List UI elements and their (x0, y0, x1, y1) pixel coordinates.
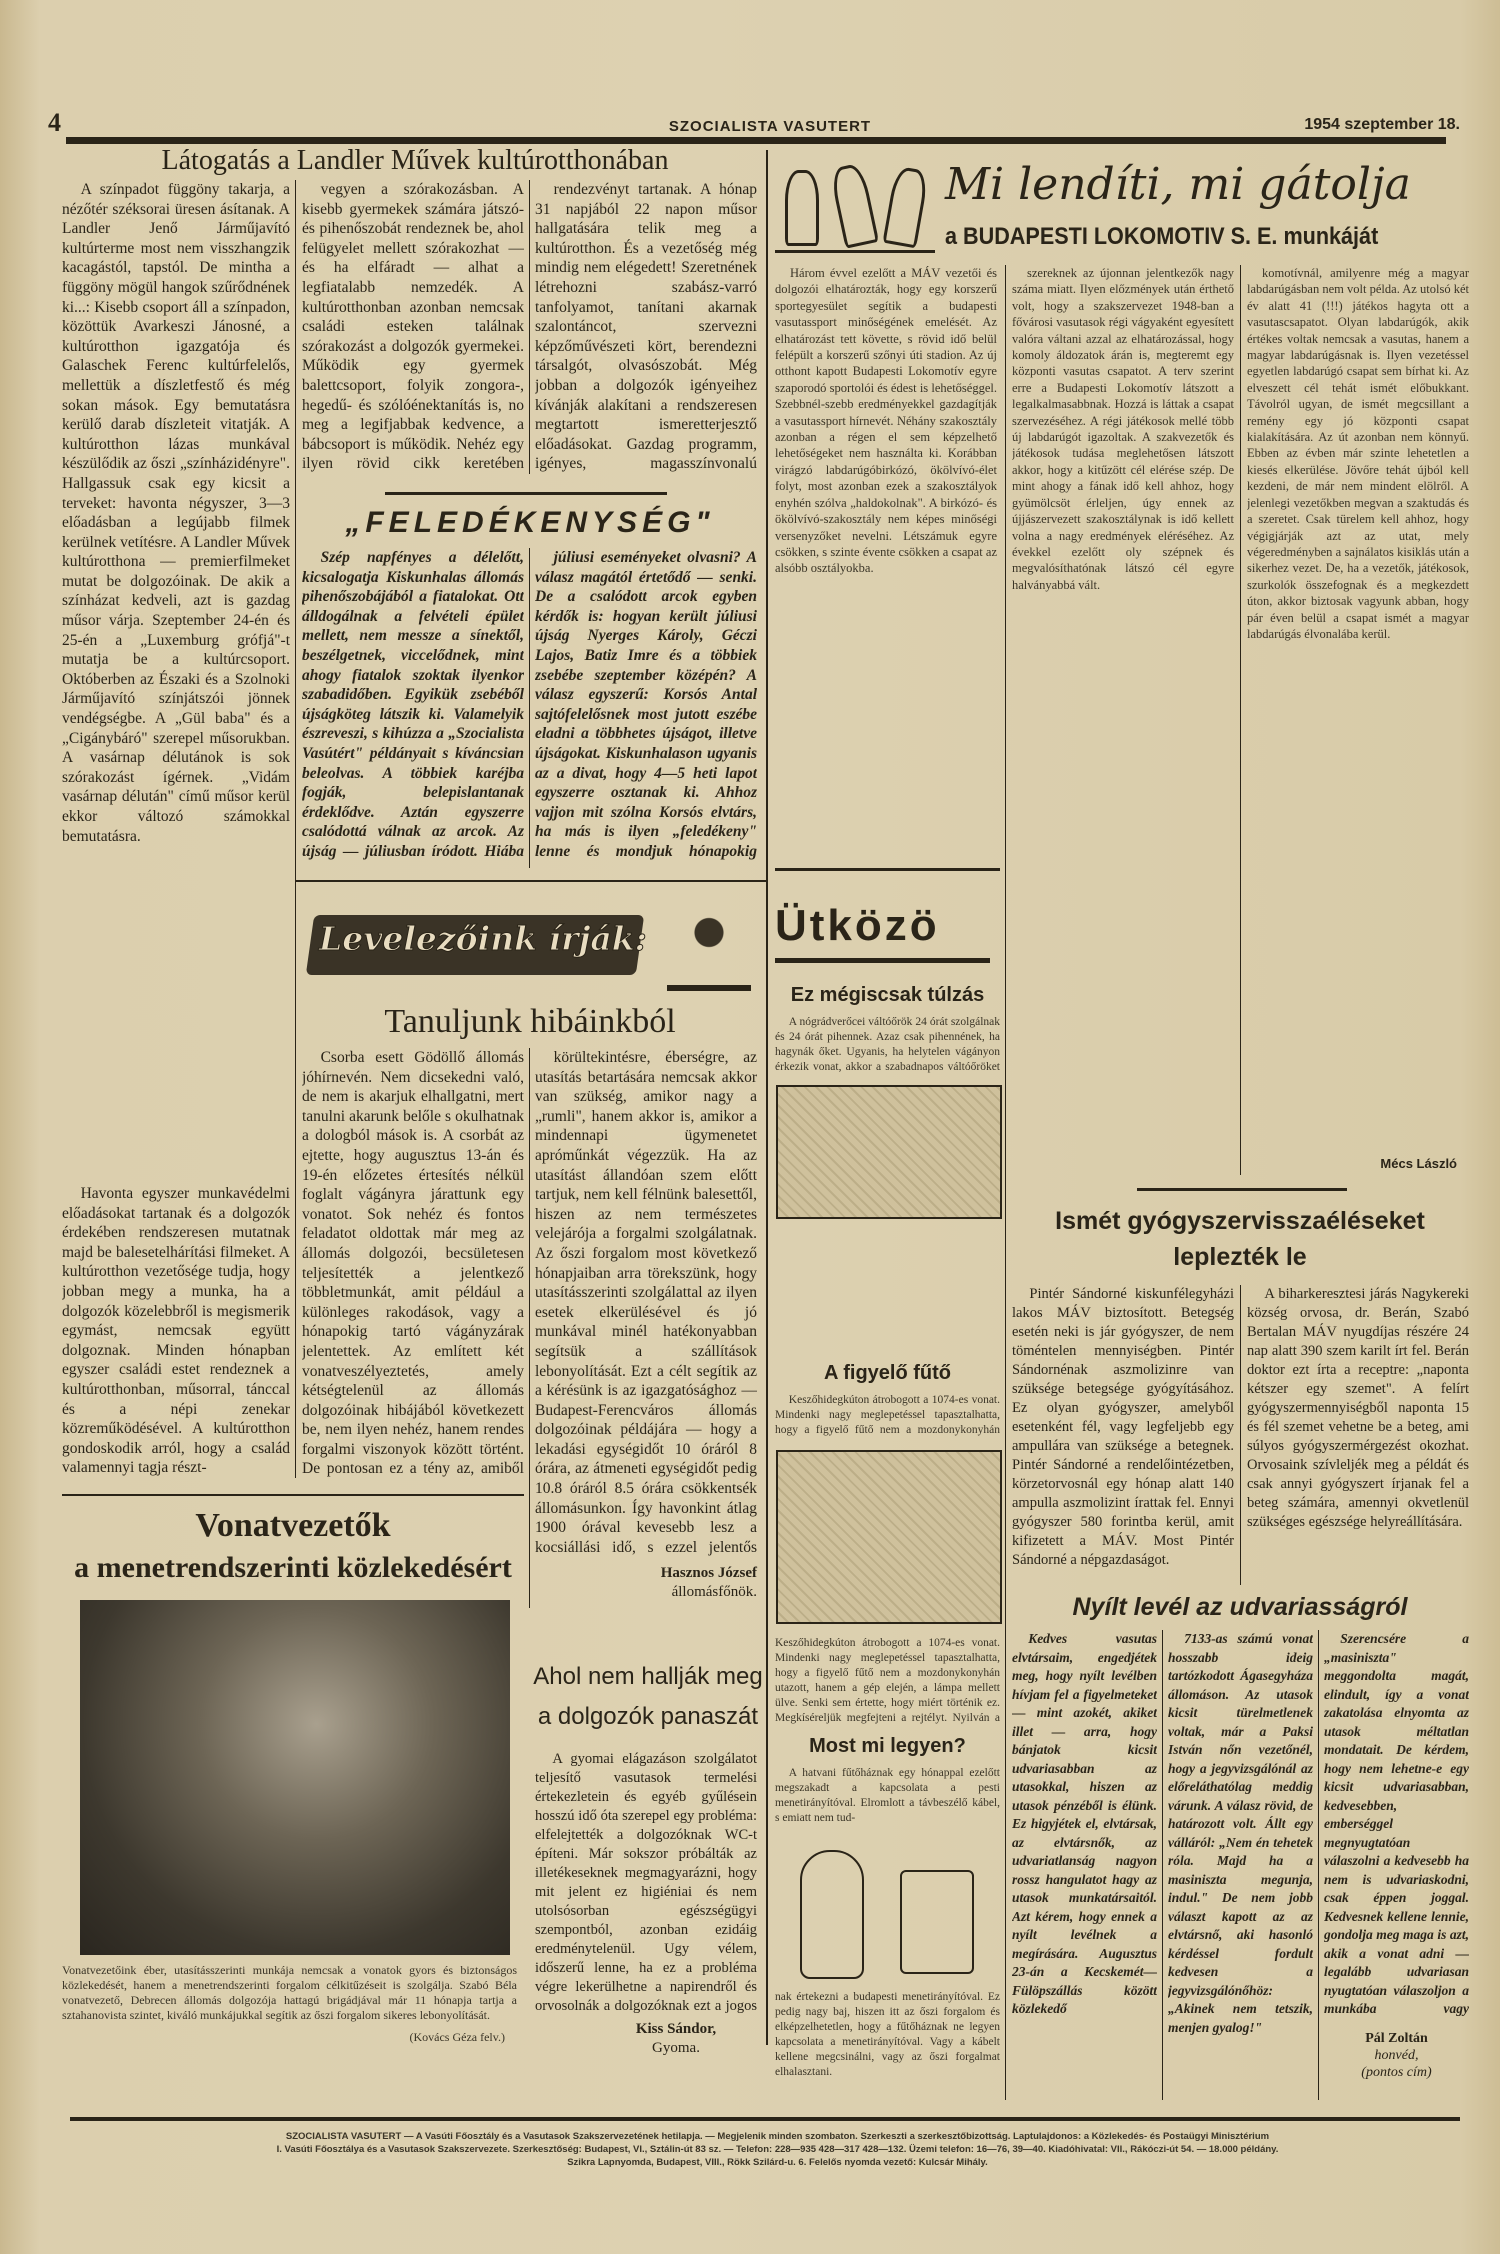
athlete-figure (882, 166, 929, 249)
cartoon-telephone (790, 1840, 990, 1980)
landler-col3-text: rendezvényt tartanak. A hónap 31 napjából 22 napon műsor hallgatására telik meg a kultúrotthon. És a vezetőség még mindig nem elégedett! Szeretnének létrehozni szabász-varró tanfolyamot, tanítani akarnak szalontáncot, szervezni képzőművészeti kört, berendezni társalgót, olvasószobát. Még jobban a dolgozók igényeihez kívánják alakítani a rendszeresen megtartott ismeretterjesztő előadásokat. Gazdag programm, igényes, magasszínvonalú (535, 181, 757, 473)
utkozo-banner (775, 900, 1000, 975)
tanuljunk-col1-text: Csorba esett Gödöllő állomás jóhírnevén. Nem dicsekedni való, de nem is akarjuk elhallgatni, mert tanulni akarunk belőle s okulhatnak a dologból mások is. A csorbát az ejtette, hogy augusztus 13-án és 19-én előzetes értesítés nélkül foglalt vágányra járattunk egy vonatot. Sok nehéz és fontos feladatot oldottak már meg az állomás dolgozói, becsületesen teljesítették a jelentkező többletmunkát, amit például a különleges rakodások, vagy a hónapokig tartó vágányzárak jelentettek. Az említett két vonatveszélyeztetés, amely kétségtelenül az állomás dolgozóinak hibájából következett be, nem ilyen nehéz, hanem rendes forgalmi viszonyok között történt. De pontosan ez a tény az, amiből (302, 1049, 524, 1478)
photo-caption (62, 1963, 517, 2025)
signature-name: Pál Zoltán (1365, 2031, 1428, 2046)
divider (1240, 265, 1241, 1175)
divider (295, 180, 296, 1478)
colophon-line-3: Szikra Lapnyomda, Budapest, VIII., Rökk Szilárd-u. 6. Felelős nyomda vezető: Kulcsár Mihály. (567, 2157, 988, 2168)
levelezoink-banner (305, 905, 755, 1000)
wavy-divider (62, 1494, 524, 1496)
colophon-line-2: I. Vasúti Főosztálya és a Vasutasok Szakszervezete. Szerkesztőség: Budapest, VI., Sztálin-út 83 sz. — Telefon: 228—935 428—317 428—132. Üzemi telefon: 16—76, 39—40. Kiadóhivatal: VII., Rákóczi-út 54. — 18.000 példány. (276, 2144, 1279, 2155)
athlete-figure (829, 162, 879, 248)
tanuljunk-col2-text: körültekintésre, éberségre, az utasítás betartására nemcsak akkor van szükség, amikor nagy a „rumli", hanem akkor is, amikor a mindennapi ügymenetet apróműnkát végezzük. Ha az utasítást állandóan szem előtt tartjuk, nem kell félnünk balesettől, hiszen az nem természetes velejárója a forgalmi szolgálatnak. Az őszi forgalom most következő hónapjaiban arra törekszünk, hogy utasításszerinti szolgálattal az ilyen esetek elkerülésével és jó munkával minél hatékonyabban segítsük a szállítások lebonyolítását. Ezt a célt segítik az a kérésünk is az igazgatósághoz — Budapest-Ferencváros állomás dolgozóinak példájára — hogy a lekadási egységidőt 10 óráról 8 órára, az átmeneti egységidőt pedig 10.8 óráról 8.5 órára csökkentsék állomásunkon. Így havonkint átlag 1900 órával kevesebb lesz a kocsiállási idő, s ezzel jelentős (535, 1049, 757, 1556)
signature-title: állomásfőnök. (671, 1584, 757, 1600)
divider (1162, 1630, 1163, 2100)
ahol-body-text: A gyomai elágazáson szolgálatot teljesítő vasutasok termelési értekezletein és egyéb gyűlésein hosszú idő óta szerepel egy probléma: elfelejtették a dolgozóknak WC-t építeni. Már sokszor próbálták az illetékeseknek megmagyarázni, hogy mit jelent ez higiéniai és nem utolsósorban egészségügyi szempontból, azonban ezidáig eredménytelenül. Ugy vélem, időszerű lenne, ha ez a probléma végre lekerülhetne a napirendről és orvosolnák a dolgozóknak ezt a jogos (535, 1751, 757, 2014)
banner-title: Levelezőink írják: (319, 919, 647, 958)
athletes-illustration (775, 160, 935, 253)
cartoon-locomotive (776, 1450, 1002, 1624)
lokomotiv-col2 (1012, 265, 1234, 1167)
feledekenyseg-col2 (535, 548, 757, 862)
divider (1318, 1630, 1319, 2100)
footer-rule (70, 2117, 1460, 2121)
writer-illustration (667, 910, 751, 991)
ahol-body (535, 1750, 757, 2016)
lokomotiv-col3-text: komotívnál, amilyenre még a magyar labdarúgásban nem volt példa. Az utolsó két év alatt 41 (!!!) játékos hagyta ott a vasutascsapatot. Olyan labdarúgók, akik értékes voltak nemcsak a vasutas, hanem a magyar labdarúgásnak is. Ilyen vezetéssel egyetlen labdarúgó csapat sem bírhat ki. Az elveszett cél tehát ismét előbukkant. Távolról ugyan, de ismét megcsillant a remény egy jó központi csapat kialakítására. Az út azonban nem könnyű. Ebben az évben már szinte lehetetlen a kiesés elkerülése. Jövőre tehát újból kell kezdeni, de már nem mindent elölről. A jelenlegi vezetőkben megvan a szaktudás és a szeretet. Csak türelem kell ahhoz, hogy végigjárják azt az utat, mely végeredményben a sajnálatos kisiklás után a sikerhez vezet. De, ha a vezetők, játékosok, szurkolók összefognak és a megkezdett úton, akkor biztosak vagyunk abban, hogy pár éven belül a csapat ismét a magyar labdarúgás élvonalába kerül. (1247, 266, 1469, 641)
signature-place: Gyoma. (652, 2040, 700, 2056)
divider (529, 180, 530, 474)
landler-col3 (535, 180, 757, 474)
utkozo-body-3a-text: A hatvani fűtőháznak egy hónappal ezelőtt megszakadt a kapcsolata a pesti menetirányítóval. Elromlott a távbeszélő kábel, s emiatt nem tud- (775, 1767, 1000, 1824)
gyogyszer-col2 (1247, 1285, 1469, 1570)
telephone-icon (900, 1870, 974, 1974)
caption-text: Vonatvezetőink éber, utasításszerinti munkája nemcsak a vonatok gyors és biztonságos közlekedését, hanem a menetrendszerinti forgalom célkitűzéseit is szolgálja. Szabó Béla vonatvezető, Debrecen állomás dolgozója hattagú brigádjával már 11 hónapja tartja a sztahanovista szintet, kiváló munkájukkal segítik az őszi forgalom sikeres lebonyolítását. (62, 1963, 517, 2022)
colophon (95, 2130, 1460, 2169)
utkozo-body-2-text: Keszőhidegkúton átrobogott a 1074-es vonat. Mindenki nagy meglepetéssel tapasztalhatta, hogy a figyelő fűtő nem a mozdonykonyhán (775, 1394, 1000, 1436)
utkozo-body-1a (775, 1015, 1000, 1075)
divider (385, 492, 667, 495)
nyilt-col3-text: Szerencsére a „masiniszta" meggondolta magát, elindult, így a vonat zakatolása elnyomta az utasok méltatlan mondatait. De kérdem, hogy nem lehetne-e egy kicsit udvariasabban, kedvesebben, emberséggel megnyugtatóan válaszolni a kedvesebb ha nem is udvariaskodni, csak éppen joggal. Kedvesnek kellene lennie, gondolja meg maga is azt, akik a vonat adni — legalább udvariasan nyugtatóan válaszoljon a munkába vagy (1324, 1631, 1469, 2016)
signature-name: Kiss Sándor, (635, 2021, 717, 2037)
divider (296, 880, 766, 882)
lokomotiv-col1-text: Három évvel ezelőtt a MÁV vezetői és dolgozói elhatározták, hogy egy korszerű sportegyesület segítik a budapesti vasutassport minőségének emelését. Az elhatározást tett követte, s rövid idő belül felépült a korszerű szőnyi úti stadion. Az új otthont kapott Budapesti Lokomotív egyre szaporodó sportolói és édest is lehetőséggel. Szebbnél-szebb eredményekkel gazdagítják a vasutassport hírnevét. Néhány szakosztály azonban a régen el sem képzelhető lehetőségeket nem használta ki. Korábban virágzó labdarúgóbirkózó, ökölvívó-élet folyt, most azonban ezek a szakosztályok enyhén szólva „haldokolnak". A birkózó- és ökölvívó-szakosztály nem képes minőségi versenyzőket nevelni. Létszámuk egyre csökken, s szinte évente csökken a csapat az alsóbb osztályokba. (775, 266, 997, 576)
utkozo-body-3a (775, 1766, 1000, 1826)
feledekenyseg-col1 (302, 548, 524, 862)
landler-col1 (62, 180, 290, 1178)
newspaper-name: SZOCIALISTA VASUTERT (668, 118, 872, 135)
tanuljunk-col1 (302, 1048, 524, 1479)
headline-figyelo-futo: A figyelő fűtő (823, 1362, 952, 1384)
nyilt-col1-text: Kedves vasutas elvtársaim, engedjétek meg, hogy nyílt levélben hívjam fel a figyelmeteket — mint azokét, akiket illet — arra, hogy bánjatok kicsit udvariasabban az utasokkal, hiszen az utasok pénzéből is élünk. Ez higyjétek el, elvtársak, az elvtársnők, az udvariatlanság nagyon rossz hangulatot hagy az utasok munkatársaitól. Azt kérem, hogy ennek a nyílt levélnek a megírására. Augusztus 23-án a Kecskemét—Fülöpszállás között közlekedő (1012, 1631, 1157, 2016)
landler-col1-text: A színpadot függöny takarja, a nézőtér széksorai üresen ásítanak. A Landler Jenő Járműjavító kultúrterme most nem visszhangzik kacagástól, tapstól. De mintha a függöny mögül hangok szűrődnének ki...: Kisebb csoport áll a színpadon, közöttük Avarkeszi Jánosné, a kultúrotthon igazgatója és Galaschek Ferenc kultúrfelelős, mellettük a díszletfestő és még sokan mások. Egy bemutatásra kerülő darab díszleteit vitatják. A kultúrotthon lázas munkával készülődik az őszi „színházidényre". Hallgassuk csak egy kicsit a terveket: havonta négyszer, 3—3 előadásban a legújabb filmek kerülnek vetítésre. A Landler Művek kultúrotthona — premierfilmeket mutat be dolgozóinak. De akik a színházat kedveli, azt is gazdag műsor várja. Szeptember 24-én és 25-én a „Luxemburg grófjá"-t mutatja be a kultúrcsoport. Októberben az Északi és a Szolnoki Járműjavító színjátszói jönnek vendégségbe. A „Gül baba" és a „Cigánybáró" szerepel műsorukban. A vasárnap délutánok is sok szórakozást ígérnek. „Vidám vasárnap délután" című műsor kerül ekkor változó számokkal bemutatásra. (62, 181, 290, 845)
colophon-line-1: SZOCIALISTA VASUTERT — A Vasúti Főosztály és a Vasutasok Szakszervezetének hetilapja. — Megjelenik minden szombaton. Szerkeszti a szerkesztőbizottság. Laptulajdonos: a Közlekedés- és Postaügyi Minisztérium (285, 2131, 1270, 2142)
divider (1137, 1188, 1347, 1191)
headline-lokomotiv-2: a BUDAPESTI LOKOMOTIV S. E. munkáját (945, 223, 1379, 250)
signature-name: Hasznos József (660, 1565, 757, 1581)
headline-ahol-1: Ahol nem hallják meg (533, 1663, 763, 1690)
divider (529, 548, 530, 868)
headline-ez-megiscsak: Ez mégiscsak túlzás (790, 984, 985, 1006)
photo-credit: (Kovács Géza felv.) (409, 2030, 505, 2044)
utkozo-title: Ütközö (775, 901, 940, 950)
landler-col1b-text: Havonta egyszer munkavédelmi előadásokat tartanak és a dolgozók érdekében rendszeresen mutatnak majd be balesetelhárítási filmeket. A kultúrotthon vezetősége tudja, hogy jobban megy a munka, ha a dolgozók közelebbről is megismerik egymást, nemcsak együtt dolgoznak. Minden hónapban egyszer családi estet rendeznek a kultúrotthonban, műsorral, tánccal és a népi zenekar közreműködésével. A kultúrotthon gondoskodik arról, hogy a család valamennyi tagja részt- (62, 1185, 290, 1477)
lokomotiv-signature: Mécs László (1380, 1156, 1457, 1171)
utkozo-body-2b-text: Keszőhidegkúton átrobogott a 1074-es vonat. Mindenki nagy meglepetéssel tapasztalhatta, hogy a figyelő fűtő nem a mozdonykonyhán utazott, hanem a gép elején, a lámpa mellett ülve. Senki sem értette, hogy miért történik ez. Megkíséreljük megfejteni a rejtélyt. Nyilván a (775, 1637, 1000, 1724)
signature-note: (pontos cím) (1361, 2065, 1432, 2080)
headline-landler: Látogatás a Landler Művek kultúrotthonában (161, 145, 669, 176)
gyogyszer-col1-text: Pintér Sándorné kiskunfélegyházi lakos MÁV biztosított. Betegség esetén neki is jár gyógyszer, de nem töméntelen mennyiségben. Pintér Sándornénak aszmolizinre van szüksége betegsége gyógyításához. Ez olyan gyógyszer, amelyből esetenként fél, vagy legfeljebb egy ampullára van szüksége a betegnek. Pintér Sándorné a rendelőintézetben, körzetorvosnál egy hónap alatt 140 ampulla aszmolizint írattak fel. Ennyi gyógyszer 580 forintba kerül, amit kifizetett a MÁV. Most Pintér Sándorné a népgazdaságot. (1012, 1286, 1234, 1568)
utkozo-body-2 (775, 1393, 1000, 1438)
page-number: 4 (48, 108, 61, 137)
headline-feledekenyseg: „FELEDÉKENYSÉG" (345, 506, 715, 539)
utkozo-body-3b (775, 1990, 1000, 2095)
lokomotiv-col2-text: szereknek az újonnan jelentkezők nagy száma miatt. Ilyen előzmények után érthető volt, hogy a szakszervezet 1948-ban a fővárosi vasutasok régi vágyaként egyesített valóra váltani azzal az elhatározással, hogy komoly áldozatok árán is, megteremt egy központi vasutas csapatot. A terv szerint erre a Budapesti Lokomotív látszott a legalkalmasabbnak. Hozzá is láttak a csapat szervezéséhez. A régi játékosok mellé több új labdarúgót igazoltak. A szakvezetők és játékosok tudása meglehetősen látszott akkor, hogy a kitűzött cél elérése szép. De mint ahogy a fának idő kell ahhoz, hogy gyümölcsöt érleljen, úgy ennek az újjászervezett szakosztálynak is idő kellett volna a nagy eredmények eléréséhez. Az évekkel ezelőtt oly szépnek és megvalósíthatónak látszó cél egyre halványabbá vált. (1012, 266, 1234, 592)
nyilt-col2 (1168, 1630, 1313, 2092)
nyilt-col1 (1012, 1630, 1157, 2092)
headline-lokomotiv-1: Mi lendíti, mi gátolja (945, 159, 1411, 210)
headline-nyilt-level: Nyílt levél az udvariasságról (1072, 1593, 1408, 1621)
headline-tanuljunk: Tanuljunk hibáinkból (384, 1003, 676, 1040)
nyilt-signature (1324, 2030, 1469, 2081)
divider (529, 1048, 530, 1608)
tanuljunk-col2 (535, 1048, 757, 1558)
nyilt-col2-text: 7133-as számú vonat hosszabb ideig tartózkodott Ágasegyháza állomáson. Az utasok kicsit türelmetlenek voltak, már a Paksi István nőn vezetőnél, hogy a jegyvizsgálónál az előreláthatólag meddig várunk. A válasz rövid, de határozott volt. Állt egy válláról: „Nem én tehetek róla. Majd ha a masiniszta megunja, indul." De nem jobb választ kapott az az elvtársnő, aki hasonló kérdéssel fordult kedvesen a jegyvizsgálónőhöz: „Akinek nem tetszik, menjen gyalog!" (1168, 1631, 1313, 2035)
signature-title: honvéd, (1374, 2048, 1419, 2063)
lokomotiv-col1 (775, 265, 997, 855)
gyogyszer-col1 (1012, 1285, 1234, 1570)
feledekenyseg-col1-text: Szép napfényes a délelőtt, kicsalogatja Kiskunhalas állomás pihenőszobájából a fiatalokat. Ott álldogálnak a felvételi épület mellett, nem messze a sínektől, beszélgetnek, viccelődnek, mint ahogy fiatalok szoktak ilyenkor szabadidőben. Egyikük zsebéből újságköteg látszik ki. Valamelyik észreveszi, s kihúzza a „Szocialista Vasútért" példányait s kíváncsian beleolvas. A többiek karéjba fogják, belepislantanak érdeklődve. Aztán egyszerre csalódottá válnak az arcok. Az újság — júliusban íródott. Hiába (302, 549, 524, 860)
headline-ahol-2: a dolgozók panaszát (537, 1703, 759, 1730)
center-divider (766, 150, 768, 2045)
tanuljunk-signature (535, 1564, 757, 1602)
masthead-rule (66, 137, 1446, 144)
utkozo-body-2b (775, 1636, 1000, 1726)
divider (1005, 900, 1006, 2100)
headline-vonatvezetok-2: a menetrendszerinti közlekedésért (74, 1551, 512, 1584)
utkozo-body-3b-text: nak értekezni a budapesti menetirányítóval. Ez pedig nagy baj, hiszen itt az őszi forgalom és elképzelhetetlen, hogy a fűtőháznak ne legyen kapcsolata a menetirányítóval. Vagy a kábelt kellene megcsinálni, vagy az őszi forgalmat elhalasztani. (775, 1991, 1000, 2078)
divider (775, 868, 1000, 871)
headline-most-mi-legyen: Most mi legyen? (809, 1735, 966, 1757)
train-conductor-photo (80, 1600, 510, 1955)
gyogyszer-col2-text: A biharkeresztesi járás Nagykereki község orvosa, dr. Berán, Szabó Bertalan MÁV nyugdíjas részére 24 nap alatt 390 szem karilt írt fel. Berán doktor ezt írta a receptre: „naponta kétszer egy szemet". A felírt gyógyszermennyiségből naponta 15 és fél szemet vehetne be a beteg, ami súlyos gyógyszermérgezést okozhat. Orvosaink szívleljék meg a példát és csak annyi gyógyszert írjanak fel a beteg számára, amennyi okvetlenül szükséges egészsége helyreállítására. (1247, 1286, 1469, 1530)
cartoon-switchman (776, 1085, 1002, 1219)
landler-col2 (302, 180, 524, 474)
nyilt-col3 (1324, 1630, 1469, 2018)
landler-col2-text: vegyen a szórakozásban. A kisebb gyermekek számára játszó- és pihenőszobát rendeznek be, ahol felügyelet mellett szórakozhat — és ha elfáradt — alhat a legfiatalabb nemzedék. A kultúrotthonban azonban nemcsak családi esteken találnak szórakozást a dolgozók gyermekei. Működik egy gyermek balettcsoport, folyik zongora-, hegedű- és szólóénektanítás is, no meg a legifjabbak kedvence, a bábcsoport is működik. Nehéz egy ilyen rövid cikk keretében (302, 181, 524, 473)
headline-gyogyszer-1: Ismét gyógyszervisszaéléseket (1055, 1207, 1425, 1235)
issue-date: 1954 szeptember 18. (1304, 116, 1460, 133)
kneeling-man (800, 1850, 864, 1979)
landler-col1b (62, 1184, 290, 1478)
feledekenyseg-col2-text: júliusi eseményeket olvasni? A válasz magától értetődő — senki. De a csalódott arcok egyben kérdők is: hogyan került júliusi újság Nyerges Károly, Géczi Lajos, Batiz Imre és a többiek zsebébe szeptember középén? A válasz egyszerű: Korsós Antal sajtófelelősnek most jutott eszébe eladni a többhetes újságot, illetve újságokat. Kiskunhalason ugyanis az a divat, hogy 4—5 heti lapot egyszerre osztanak ki. Ahhoz vajjon mit szólna Korsós elvtárs, ha más is ilyen „feledékeny" lenne és mondjuk hónapokig (535, 549, 757, 860)
utkozo-body-1-text: A nógrádverőcei váltóőrök 24 órát szolgálnak és 24 órát pihennek. Azaz csak pihennének, ha hagynák őket. Ugyanis, ha helytelen vágányon érkezik vonat, akkor a szabadnapos váltóőröket (775, 1016, 1000, 1073)
headline-gyogyszer-2: leplezték le (1173, 1243, 1307, 1271)
buffer-stop-icon (775, 958, 990, 963)
lokomotiv-col3 (1247, 265, 1469, 1151)
divider (1240, 1285, 1241, 1585)
athlete-figure (785, 170, 819, 246)
ahol-signature (535, 2020, 757, 2058)
headline-vonatvezetok-1: Vonatvezetők (195, 1507, 391, 1544)
